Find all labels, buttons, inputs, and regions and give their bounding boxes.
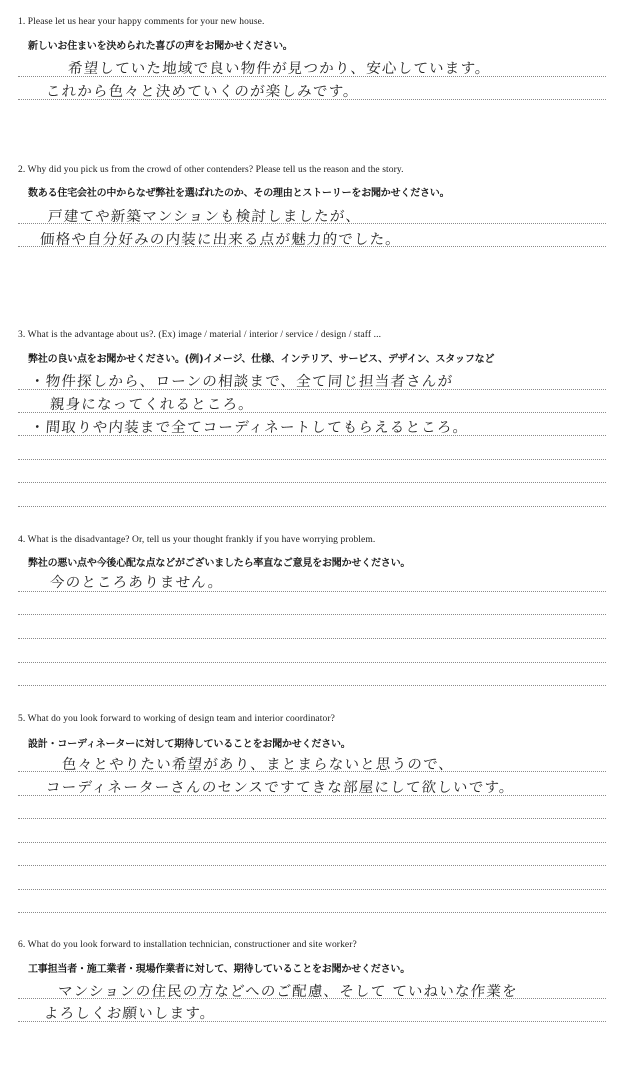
answer-line (18, 412, 606, 413)
question-6-japanese: 工事担当者・施工業者・現場作業者に対して、期待していることをお聞かせください。 (28, 964, 410, 975)
answer-line (18, 99, 606, 100)
question-3-english: 3. What is the advantage about us?. (Ex) image / material / interior / service / design / staff ... (18, 330, 382, 340)
answer-line (18, 638, 606, 639)
answer-line (18, 459, 606, 460)
question-2-japanese: 数ある住宅会社の中からなぜ弊社を選ばれたのか、その理由とストーリーをお聞かせください。 (28, 188, 450, 199)
answer-6-line-1: マンションの住民の方などへのご配慮、そして ていねいな作業を (57, 984, 519, 1000)
answer-line (18, 614, 606, 615)
answer-line (18, 662, 606, 663)
answer-line (18, 998, 606, 999)
answer-2-line-1: 戸建てや新築マンションも検討しましたが、 (47, 209, 362, 225)
answer-line (18, 435, 606, 436)
answer-5-line-2: コーディネーターさんのセンスですてきな部屋にして欲しいです。 (45, 780, 516, 796)
answer-line (18, 865, 606, 866)
answer-line (18, 246, 606, 247)
answer-line (18, 482, 606, 483)
question-5-english: 5. What do you look forward to working of design team and interior coordinator? (18, 714, 335, 724)
answer-line (18, 76, 606, 77)
question-2-english: 2. Why did you pick us from the crowd of other contenders? Please tell us the reason and the story. (18, 165, 404, 175)
question-6-english: 6. What do you look forward to installation technician, constructioner and site worker? (18, 940, 357, 950)
answer-line (18, 506, 606, 507)
answer-5-line-1: 色々とやりたい希望があり、まとまらないと思うので、 (61, 757, 455, 773)
answer-line (18, 223, 606, 224)
question-3-japanese: 弊社の良い点をお聞かせください。(例)イメージ、仕様、インテリア、サービス、デザイン、スタッフなど (28, 354, 495, 365)
answer-3-line-2: 親身になってくれるところ。 (49, 397, 255, 413)
answer-line (18, 685, 606, 686)
answer-3-line-1: ・物件探しから、ローンの相談まで、全て同じ担当者さんが (29, 374, 454, 390)
answer-line (18, 818, 606, 819)
answer-1-line-1: 希望していた地域で良い物件が見つかり、安心しています。 (67, 61, 492, 77)
answer-2-line-2: 価格や自分好みの内装に出来る点が魅力的でした。 (39, 232, 402, 248)
answer-3-line-3: ・間取りや内装まで全てコーディネートしてもらえるところ。 (29, 420, 469, 436)
answer-line (18, 842, 606, 843)
question-5-japanese: 設計・コーディネーターに対して期待していることをお聞かせください。 (28, 739, 351, 750)
answer-4-line-1: 今のところありません。 (49, 575, 225, 591)
question-1-japanese: 新しいお住まいを決められた喜びの声をお聞かせください。 (28, 41, 293, 52)
answer-6-line-2: よろしくお願いします。 (43, 1006, 217, 1022)
answer-line (18, 889, 606, 890)
answer-line (18, 912, 606, 913)
answer-line (18, 771, 606, 772)
question-1-english: 1. Please let us hear your happy comments for your new house. (18, 17, 265, 27)
answer-1-line-2: これから色々と決めていくのが楽しみです。 (45, 84, 360, 100)
answer-line (18, 795, 606, 796)
question-4-japanese: 弊社の悪い点や今後心配な点などがございましたら率直なご意見をお聞かせください。 (28, 558, 411, 569)
answer-line (18, 1021, 606, 1022)
question-4-english: 4. What is the disadvantage? Or, tell us your thought frankly if you have worrying problem. (18, 535, 376, 545)
answer-line (18, 591, 606, 592)
answer-line (18, 389, 606, 390)
